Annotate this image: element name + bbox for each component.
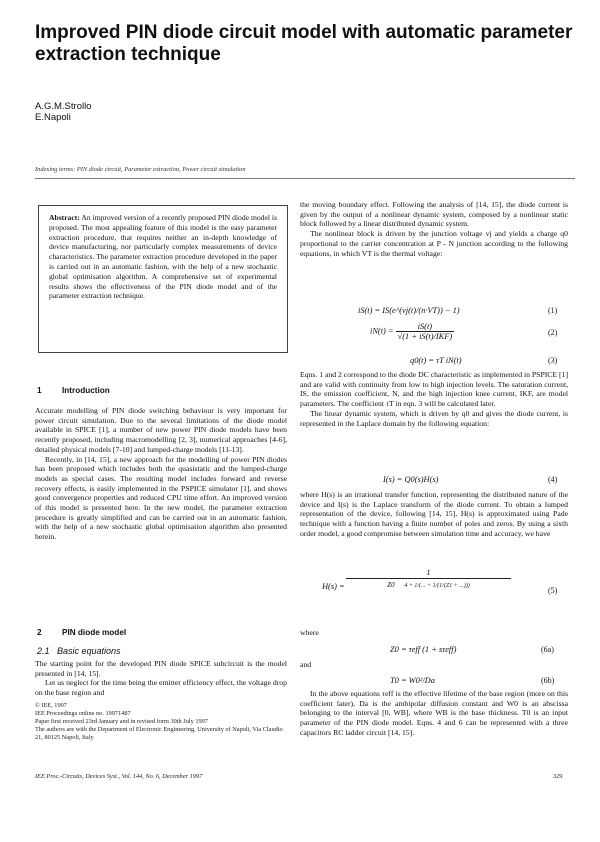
- equation-number: (6b): [541, 676, 555, 685]
- equation-lhs: iN(t) =: [370, 326, 394, 336]
- equation-2: [370, 322, 454, 341]
- footnote: IEE Proceedings online no. 19971487: [35, 710, 131, 717]
- denominator: √(1 + iS(t)/IKF): [397, 332, 453, 341]
- numerator: iS(t): [396, 322, 454, 332]
- footnote: Paper first received 23rd January and in revised form 30th July 1997: [35, 718, 208, 725]
- denominator: [346, 581, 511, 589]
- introduction-body: [35, 406, 287, 542]
- equation-lhs: H(s) =: [322, 582, 345, 591]
- abstract-text: An improved version of a recently proposed PIN diode model is proposed. The most appealing feature of this model is the easy parameter extraction procedure, that requires neither an in-depth knowledge of device manufacturing, nor particularly complex measurements of device characteristics. The parameter extraction procedure developed in the paper is carried out in an automatic fashion, with the help of a new stochastic global optimisation algorithm. A comprehensive set of experimental results shows the effectiveness of the PIN diode model and of the parameter extraction technique.: [49, 213, 277, 301]
- author-name: A.G.M.Strollo: [35, 101, 92, 112]
- page-number: 329: [553, 773, 563, 780]
- subsection-heading-basic-equations: [37, 646, 121, 656]
- section-number: 2: [37, 628, 42, 637]
- paragraph: The linear dynamic system, which is driven by q0 and gives the diode current, is represented in the Laplace domain by the following equation:: [300, 408, 568, 428]
- paragraph: where H(s) is an irrational transfer function, representing the distributed nature of the device and I(s) is the Laplace transform of the diode current. To obtain a lumped representation of the device, following [14, 15], H(s) is approximated using Pade technique with a function having a finite number of poles and zeros. By using a sixth order model, a good compromise between simulation time and accuracy, we have: [300, 490, 568, 538]
- equation-5-fraction: [346, 568, 511, 589]
- abstract-label: Abstract:: [49, 213, 80, 222]
- equation-number: (1): [548, 306, 558, 315]
- subsection-number: 2.1: [37, 646, 50, 656]
- indexing-terms: Indexing terms: PIN diode circuit, Parameter extraction, Power circuit simulation: [35, 166, 246, 173]
- transfer-function-text: [300, 490, 568, 539]
- paragraph: In the above equations τeff is the effective lifetime of the base region (more on this coefficient later), Da is the ambipolar diffusion constant and W0 is an abscissa belonging to the interval [0, WB], where WB is the base thickness. T0 is an input parameter of the PIN diode model. Eqns. 4 and 6 can be represented with a three capacitors RC ladder circuit [14, 15].: [300, 689, 568, 737]
- equation-3: q0(t) = τT iN(t): [410, 356, 462, 365]
- author-name: E.Napoli: [35, 112, 71, 123]
- equation-6a: Z0 = τeff (1 + sτeff): [390, 645, 457, 654]
- section-title: Introduction: [62, 386, 110, 395]
- footnotes: [35, 702, 287, 742]
- paragraph: Eqns. 1 and 2 correspond to the diode DC characteristic as implemented in PSPICE [1] and are valid with continuity from low to high injection levels. The saturation current, IS, the emission coefficient, N, and the high injection knee current, IKF, are model parameters. The coefficient τT in eqn. 3 will be calculated later.: [300, 370, 568, 409]
- and-label: and: [300, 660, 312, 669]
- basic-equations-body: [35, 659, 287, 698]
- where-label: where: [300, 628, 319, 637]
- dc-characteristic-text: [300, 370, 568, 428]
- footnote: © IEE, 1997: [35, 702, 67, 709]
- paragraph: The nonlinear block is driven by the junction voltage vj and yields a charge q0 proportional to the carrier concentration at P - N junction according to the following equations, in which VT is the thermal voltage:: [300, 229, 568, 258]
- equation-number: (6a): [541, 645, 554, 654]
- equation-number: (5): [548, 586, 558, 595]
- section-heading-pin-diode-model: [37, 628, 126, 637]
- section-heading-introduction: [37, 386, 110, 395]
- equation-number: (2): [548, 328, 558, 337]
- subsection-title: Basic equations: [57, 646, 121, 656]
- section-number: 1: [37, 386, 42, 395]
- abstract-box: [38, 205, 288, 353]
- paragraph: Recently, in [14, 15], a new approach for the modelling of power PIN diodes has been proposed which includes both the quasistatic and the lumped-charge models as special cases. The resulting model includes forward and reverse recovery effects, is easily implemented in the PSPICE simulator [1], and shows good convergence properties and reduced CPU time effort. An improved version of this model is presented here. In the new model, the parameter extraction procedure is greatly simplified and can be carried out in an automatic fashion, with the help of a new stochastic global optimisation algorithm also presented herein.: [35, 454, 287, 542]
- header-divider: [35, 178, 575, 179]
- paragraph: the moving boundary effect. Following the analysis of [14, 15], the diode current is given by the output of a nonlinear dynamic system, composed by a nonlinear static block followed by a linear distributed dynamic system.: [300, 200, 568, 229]
- fraction: [396, 322, 454, 341]
- model-intro-text: [300, 200, 568, 258]
- parameter-definitions-text: [300, 689, 568, 738]
- section-title: PIN diode model: [62, 628, 127, 637]
- footnote: The authors are with the Department of Electronic Engineering, University of Napoli, Via Claudio 21, 80125 Napoli, Italy: [35, 726, 283, 741]
- numerator: 1: [346, 568, 511, 579]
- equation-number: (3): [548, 356, 558, 365]
- equation-5: [322, 582, 345, 591]
- author-list: [35, 101, 92, 123]
- paper-title: Improved PIN diode circuit model with automatic parameter extraction technique: [35, 22, 573, 65]
- paragraph: The starting point for the developed PIN diode SPICE subcircuit is the model presented in [14, 15].: [35, 659, 287, 678]
- equation-number: (4): [548, 475, 558, 484]
- equation-6b: T0 = W0²/Da: [390, 676, 435, 685]
- equation-1: iS(t) = IS(e^(vj(t)/(n·VT)) − 1): [358, 306, 460, 315]
- paragraph: Let us neglect for the time being the emitter efficiency effect, the voltage drop on the base region and: [35, 678, 287, 698]
- denominator-lead: Z0: [387, 581, 395, 589]
- paragraph: Accurate modelling of PIN diode switching behaviour is very important for power circuit simulation. Due to the several limitations of the diode model available in SPICE [1], a number of new power PIN diode models have been recently proposed, including macromodelling [2, 3], numerical approaches [4-6], detailed physical models [7-10] and lumped-charge models [11-13].: [35, 406, 287, 454]
- equation-4: I(s) = Q0(s)H(s): [383, 475, 439, 484]
- continued-fraction: 4 + 1/(... + 1/(1/(Z1 + ...))): [404, 583, 470, 589]
- journal-footer: IEE Proc.-Circuits, Devices Syst., Vol. 144, No. 6, December 1997: [35, 773, 203, 780]
